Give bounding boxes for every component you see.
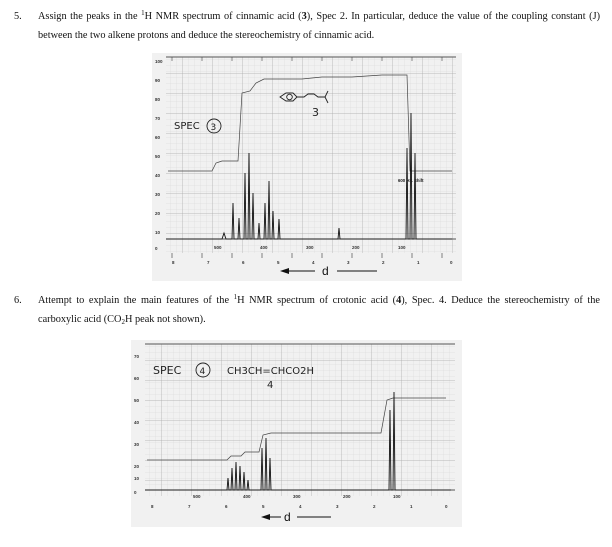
y-tick: 90: [155, 78, 161, 83]
delta-label: d: [284, 510, 291, 524]
x-tick: 400: [260, 245, 268, 250]
y-tick: 70: [155, 116, 161, 121]
ppm-tick: 4: [312, 260, 315, 265]
y-tick: 20: [155, 211, 161, 216]
x-tick: 500: [214, 245, 222, 250]
y-tick: 40: [155, 173, 161, 178]
ppm-tick: 2: [382, 260, 385, 265]
ppm-tick: 6: [225, 504, 228, 509]
ppm-tick: 1: [417, 260, 420, 265]
y-tick: 0: [134, 490, 137, 495]
nmr-spectrum-cinnamic-acid: [152, 53, 462, 281]
ppm-tick: 7: [207, 260, 210, 265]
nmr-spectrum-crotonic-acid: [131, 340, 462, 527]
y-tick: 20: [134, 464, 140, 469]
ppm-tick: 0: [450, 260, 453, 265]
ppm-tick: 7: [188, 504, 191, 509]
y-tick: 30: [155, 192, 161, 197]
y-tick: 60: [134, 376, 140, 381]
ppm-tick: 0: [445, 504, 448, 509]
delta-label: d: [322, 264, 329, 278]
y-tick: 0: [155, 246, 158, 251]
y-tick: 50: [155, 154, 161, 159]
ppm-tick: 4: [299, 504, 302, 509]
x-tick: 300: [293, 494, 301, 499]
spec-label: SPEC: [174, 121, 200, 132]
x-tick: 200: [352, 245, 360, 250]
ppm-tick: 5: [262, 504, 265, 509]
spec-label: SPEC: [153, 364, 182, 377]
x-tick: 500: [193, 494, 201, 499]
y-tick: 10: [134, 476, 140, 481]
ppm-tick: 8: [172, 260, 175, 265]
ppm-tick: 3: [347, 260, 350, 265]
ppm-tick: 6: [242, 260, 245, 265]
spec-label-number: 3: [210, 123, 217, 133]
spec-label-number: 4: [199, 367, 206, 377]
x-tick: 100: [398, 245, 406, 250]
frequency-note: 600 Hz. Shift: [398, 178, 424, 183]
y-tick: 80: [155, 97, 161, 102]
y-tick: 50: [134, 398, 140, 403]
ppm-tick: 2: [373, 504, 376, 509]
ppm-tick: 5: [277, 260, 280, 265]
question-number: 5.: [14, 11, 22, 22]
question-text: Assign the peaks in the $^1$H NMR spectrum of cinnamic acid (3), Spec 2. In particular, deduce the value of the coupling constant (J) between the two alkene protons and deduce the stereochemistry of cinnamic acid.: [38, 9, 601, 41]
compound-number: 4: [267, 380, 274, 391]
y-tick: 100: [155, 59, 163, 64]
ppm-tick: 8: [151, 504, 154, 509]
compound-formula: CH3CH=CHCO2H: [227, 366, 314, 377]
y-tick: 70: [134, 354, 140, 359]
y-tick: 30: [134, 442, 140, 447]
ppm-tick: 3: [336, 504, 339, 509]
x-tick: 400: [243, 494, 251, 499]
y-tick: 40: [134, 420, 140, 425]
spectrum-figure: [152, 53, 462, 281]
x-tick: 300: [306, 245, 314, 250]
question-number: 6.: [14, 295, 22, 306]
question-text: Attempt to explain the main features of the $^1$H NMR spectrum of crotonic acid (4), Spec. 4. Deduce the stereochemistry of the carboxylic acid ($CO_2H$ peak not shown).: [38, 293, 600, 326]
x-tick: 100: [393, 494, 401, 499]
y-tick: 10: [155, 230, 161, 235]
x-tick: 200: [343, 494, 351, 499]
ppm-tick: 1: [410, 504, 413, 509]
y-tick: 60: [155, 135, 161, 140]
compound-number: 3: [312, 106, 319, 119]
spectrum-figure: [131, 340, 462, 527]
